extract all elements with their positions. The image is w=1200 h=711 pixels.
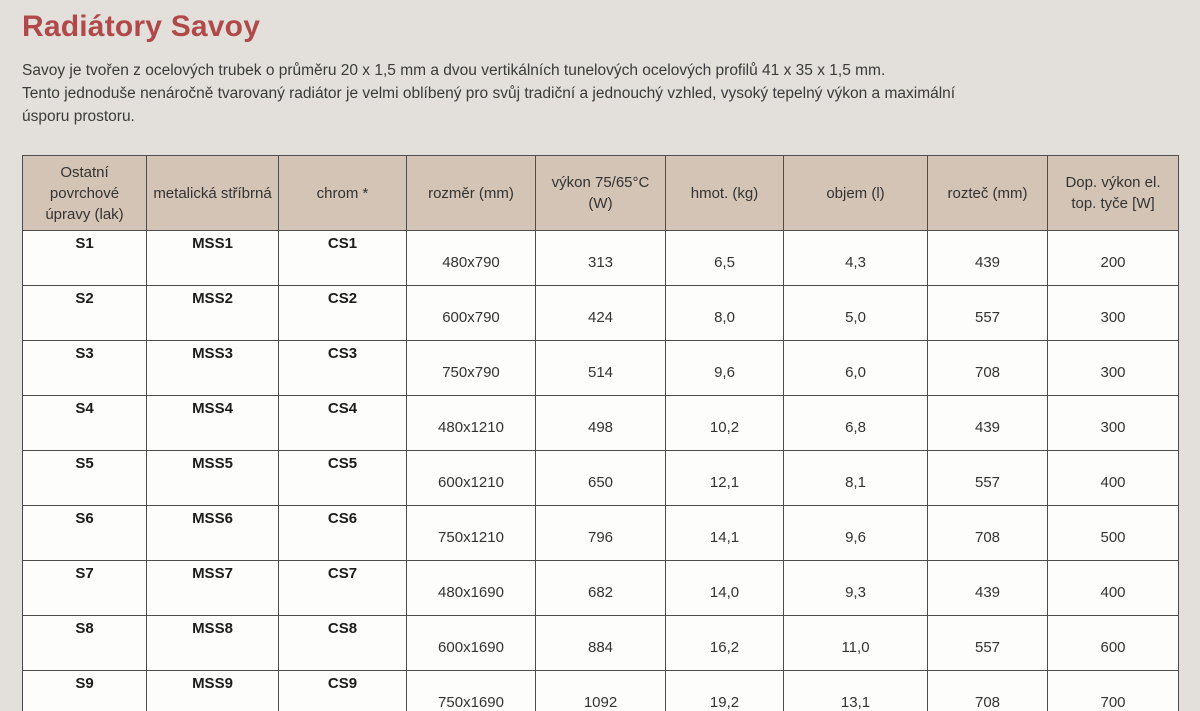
spec-value-cell: 600x790	[407, 286, 536, 341]
table-row	[23, 341, 1179, 396]
spec-value-cell: 600x1210	[407, 451, 536, 506]
spec-value-cell: 9,6	[784, 506, 928, 561]
spec-value-cell: 6,5	[666, 231, 784, 286]
model-code-cell: S9	[23, 671, 147, 711]
model-code-cell: MSS8	[147, 616, 279, 671]
model-code-cell: CS4	[279, 396, 407, 451]
table-row	[23, 231, 1179, 286]
spec-value-cell: 500	[1048, 506, 1179, 561]
header-power-output: výkon 75/65°C (W)	[536, 156, 666, 231]
header-surface-finish: Ostatní povrchové úpravy (lak)	[23, 156, 147, 231]
spec-value-cell: 708	[928, 671, 1048, 711]
spec-value-cell: 650	[536, 451, 666, 506]
header-metallic-silver: metalická stříbrná	[147, 156, 279, 231]
spec-value-cell: 313	[536, 231, 666, 286]
spec-value-cell: 700	[1048, 671, 1179, 711]
spec-value-cell: 400	[1048, 451, 1179, 506]
spec-value-cell: 796	[536, 506, 666, 561]
model-code-cell: S3	[23, 341, 147, 396]
spec-value-cell: 200	[1048, 231, 1179, 286]
intro-text	[22, 59, 1178, 128]
spec-value-cell: 12,1	[666, 451, 784, 506]
spec-value-cell: 9,6	[666, 341, 784, 396]
spec-value-cell: 884	[536, 616, 666, 671]
spec-value-cell: 5,0	[784, 286, 928, 341]
spec-value-cell: 14,1	[666, 506, 784, 561]
spec-value-cell: 498	[536, 396, 666, 451]
spec-value-cell: 300	[1048, 341, 1179, 396]
model-code-cell: S7	[23, 561, 147, 616]
model-code-cell: CS1	[279, 231, 407, 286]
model-code-cell: CS9	[279, 671, 407, 711]
spec-value-cell: 750x1690	[407, 671, 536, 711]
table-row	[23, 286, 1179, 341]
model-code-cell: MSS2	[147, 286, 279, 341]
intro-line-2: Tento jednoduše nenáročně tvarovaný radiátor je velmi oblíbený pro svůj tradiční a jednouchý vzhled, vysoký tepelný výkon a maximální	[22, 85, 956, 102]
spec-value-cell: 19,2	[666, 671, 784, 711]
model-code-cell: CS5	[279, 451, 407, 506]
spec-value-cell: 557	[928, 451, 1048, 506]
model-code-cell: CS2	[279, 286, 407, 341]
table-header	[23, 156, 1179, 231]
spec-value-cell: 480x1210	[407, 396, 536, 451]
table-row	[23, 396, 1179, 451]
header-pitch: rozteč (mm)	[928, 156, 1048, 231]
model-code-cell: MSS7	[147, 561, 279, 616]
spec-value-cell: 4,3	[784, 231, 928, 286]
model-code-cell: MSS3	[147, 341, 279, 396]
spec-value-cell: 708	[928, 341, 1048, 396]
spec-value-cell: 300	[1048, 396, 1179, 451]
header-weight: hmot. (kg)	[666, 156, 784, 231]
spec-value-cell: 14,0	[666, 561, 784, 616]
header-chrome: chrom *	[279, 156, 407, 231]
spec-value-cell: 750x790	[407, 341, 536, 396]
spec-value-cell: 750x1210	[407, 506, 536, 561]
table-row	[23, 616, 1179, 671]
table-row	[23, 506, 1179, 561]
model-code-cell: S1	[23, 231, 147, 286]
model-code-cell: S4	[23, 396, 147, 451]
table-header-row	[23, 156, 1179, 231]
spec-value-cell: 439	[928, 561, 1048, 616]
spec-value-cell: 400	[1048, 561, 1179, 616]
spec-value-cell: 8,1	[784, 451, 928, 506]
model-code-cell: MSS6	[147, 506, 279, 561]
spec-value-cell: 480x790	[407, 231, 536, 286]
header-recommended-heating-rod: Dop. výkon el. top. tyče [W]	[1048, 156, 1179, 231]
spec-value-cell: 682	[536, 561, 666, 616]
spec-value-cell: 424	[536, 286, 666, 341]
spec-value-cell: 9,3	[784, 561, 928, 616]
spec-value-cell: 439	[928, 231, 1048, 286]
model-code-cell: S5	[23, 451, 147, 506]
table-body	[23, 231, 1179, 711]
model-code-cell: S2	[23, 286, 147, 341]
model-code-cell: MSS4	[147, 396, 279, 451]
spec-value-cell: 600	[1048, 616, 1179, 671]
spec-value-cell: 480x1690	[407, 561, 536, 616]
spec-value-cell: 8,0	[666, 286, 784, 341]
spec-value-cell: 6,0	[784, 341, 928, 396]
page-title: Radiátory Savoy	[22, 10, 261, 43]
model-code-cell: CS3	[279, 341, 407, 396]
model-code-cell: MSS1	[147, 231, 279, 286]
intro-line-3: úsporu prostoru.	[22, 108, 135, 125]
spec-value-cell: 1092	[536, 671, 666, 711]
model-code-cell: CS6	[279, 506, 407, 561]
model-code-cell: S8	[23, 616, 147, 671]
intro-line-1: Savoy je tvořen z ocelových trubek o průměru 20 x 1,5 mm a dvou vertikálních tunelových ocelových profilů 41 x 35 x 1,5 mm.	[22, 62, 886, 79]
model-code-cell: CS8	[279, 616, 407, 671]
spec-value-cell: 13,1	[784, 671, 928, 711]
spec-value-cell: 439	[928, 396, 1048, 451]
spec-value-cell: 6,8	[784, 396, 928, 451]
header-dimensions: rozměr (mm)	[407, 156, 536, 231]
table-row	[23, 451, 1179, 506]
model-code-cell: S6	[23, 506, 147, 561]
model-code-cell: CS7	[279, 561, 407, 616]
spec-value-cell: 16,2	[666, 616, 784, 671]
table-row	[23, 671, 1179, 711]
spec-value-cell: 708	[928, 506, 1048, 561]
spec-value-cell: 300	[1048, 286, 1179, 341]
spec-value-cell: 514	[536, 341, 666, 396]
model-code-cell: MSS5	[147, 451, 279, 506]
spec-value-cell: 600x1690	[407, 616, 536, 671]
spec-value-cell: 557	[928, 286, 1048, 341]
spec-value-cell: 557	[928, 616, 1048, 671]
header-volume: objem (l)	[784, 156, 928, 231]
table-row	[23, 561, 1179, 616]
model-code-cell: MSS9	[147, 671, 279, 711]
spec-value-cell: 11,0	[784, 616, 928, 671]
radiator-spec-table	[22, 155, 1179, 711]
spec-value-cell: 10,2	[666, 396, 784, 451]
